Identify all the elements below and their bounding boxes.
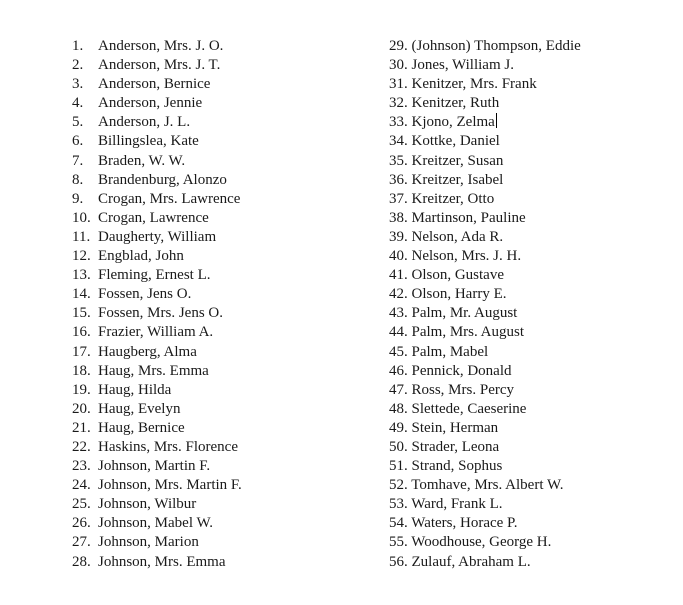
list-item[interactable] [389,132,581,151]
list-item-name: Kenitzer, Mrs. Frank [411,76,537,93]
list-item-name: Haug, Evelyn [98,400,181,417]
list-item-number: 20. [72,400,91,417]
list-item[interactable] [389,304,581,323]
list-item-number: 31. [389,76,408,93]
list-item-name: Olson, Gustave [411,267,504,284]
list-item-name: Palm, Mr. August [411,305,518,322]
list-item-number: 47. [389,381,408,398]
list-item-number: 25. [72,496,91,513]
list-item-number: 15. [72,305,91,322]
list-item-number: 46. [389,362,408,379]
list-item-name: Johnson, Mabel W. [98,515,214,532]
list-item-number: 45. [389,343,408,360]
list-item[interactable] [389,323,581,342]
list-item-number: 34. [389,133,408,150]
list-item-name: (Johnson) Thompson, Eddie [411,38,581,54]
list-item-name: Fleming, Ernest L. [98,267,211,284]
list-item[interactable] [389,285,581,304]
list-item[interactable] [72,171,242,190]
list-item-number: 50. [389,438,408,455]
list-item[interactable] [389,75,581,94]
name-list-right-column [389,37,581,572]
list-item-number: 51. [389,458,408,475]
list-item-name: Pennick, Donald [411,362,512,379]
list-item-number: 5. [72,114,84,131]
list-item-name: Haug, Bernice [98,419,185,436]
list-item-name: Kottke, Daniel [411,133,500,150]
list-item-number: 28. [72,553,91,570]
list-item-name: Anderson, Bernice [98,76,211,93]
list-item-name: Billingslea, Kate [98,133,199,150]
list-item-number: 3. [72,76,84,93]
list-item[interactable] [389,553,581,572]
list-item-name: Johnson, Mrs. Martin F. [98,477,242,494]
list-item-number: 54. [389,515,408,532]
list-item-name: Tomhave, Mrs. Albert W. [411,477,564,494]
list-item-name: Haugberg, Alma [98,343,197,360]
list-item[interactable] [389,533,581,552]
list-item-number: 1. [72,38,84,54]
list-item-name: Slettede, Caeserine [411,400,527,417]
list-item-name: Kreitzer, Susan [411,152,504,169]
list-item[interactable] [389,113,581,132]
list-item-name: Strader, Leona [411,438,500,455]
list-item-name: Palm, Mrs. August [411,324,525,341]
list-item-number: 22. [72,438,91,455]
list-item[interactable] [389,152,581,171]
list-item[interactable] [72,400,242,419]
list-item-name: Kreitzer, Otto [411,190,495,207]
list-item[interactable] [389,438,581,457]
list-item[interactable] [389,400,581,419]
list-item[interactable] [72,343,242,362]
list-item[interactable] [72,190,242,209]
list-item-name: Johnson, Marion [98,534,199,551]
list-item[interactable] [72,113,242,132]
list-item[interactable] [72,152,242,171]
list-item-number: 36. [389,171,408,188]
text-cursor [496,113,497,128]
list-item-number: 21. [72,419,91,436]
list-item-name: Zulauf, Abraham L. [411,553,531,570]
list-item[interactable] [389,56,581,75]
list-item-name: Fossen, Mrs. Jens O. [98,305,224,322]
list-item-number: 41. [389,267,408,284]
list-item-number: 16. [72,324,91,341]
list-item-name: Fossen, Jens O. [98,286,192,303]
list-item[interactable] [72,495,242,514]
list-item[interactable] [389,495,581,514]
list-item-name: Anderson, Mrs. J. O. [98,38,224,54]
list-item-name: Jones, William J. [411,57,514,74]
list-item-number: 30. [389,57,408,74]
list-item[interactable] [389,419,581,438]
list-item-number: 19. [72,381,91,398]
list-item-number: 14. [72,286,91,303]
list-item-number: 48. [389,400,408,417]
list-item-number: 24. [72,477,91,494]
list-item-number: 38. [389,209,408,226]
list-item[interactable] [72,247,242,266]
list-item-name: Johnson, Mrs. Emma [98,553,226,570]
list-item-name: Palm, Mabel [411,343,489,360]
list-item-name: Engblad, John [98,248,184,265]
list-item[interactable] [72,94,242,113]
list-item-name: Kreitzer, Isabel [411,171,504,188]
list-item-number: 35. [389,152,408,169]
list-item-name: Strand, Sophus [411,458,503,475]
list-item[interactable] [72,132,242,151]
list-item-number: 56. [389,553,408,570]
list-item[interactable] [72,514,242,533]
list-item[interactable] [389,381,581,400]
list-item-name: Johnson, Martin F. [98,458,211,475]
list-item-name: Kenitzer, Ruth [411,95,500,112]
list-item-name: Johnson, Wilbur [98,496,197,513]
list-item-number: 17. [72,343,91,360]
list-item-number: 49. [389,419,408,436]
list-item-number: 29. [389,38,408,54]
list-item[interactable] [72,304,242,323]
list-item[interactable] [389,266,581,285]
list-item[interactable] [389,94,581,113]
list-item[interactable] [72,228,242,247]
list-item-number: 11. [72,228,91,245]
list-item-number: 40. [389,248,408,265]
list-item-number: 53. [389,496,408,513]
name-list-left-column [72,37,242,572]
list-item-number: 42. [389,286,408,303]
list-item[interactable] [389,209,581,228]
list-item[interactable] [72,56,242,75]
list-item-number: 44. [389,324,408,341]
list-item-name: Anderson, Jennie [98,95,203,112]
list-item[interactable] [72,438,242,457]
list-item[interactable] [389,514,581,533]
list-item-number: 13. [72,267,91,284]
list-item-name: Crogan, Mrs. Lawrence [98,190,241,207]
list-item[interactable] [389,362,581,381]
list-item-name: Braden, W. W. [98,152,186,169]
list-item-name: Olson, Harry E. [411,286,507,303]
list-item[interactable] [389,171,581,190]
list-item[interactable] [72,37,242,56]
list-item-name: Ross, Mrs. Percy [411,381,515,398]
list-item-name: Crogan, Lawrence [98,209,209,226]
list-item-name: Martinson, Pauline [411,209,526,226]
list-item-number: 2. [72,57,84,74]
list-item-name: Nelson, Ada R. [411,228,504,245]
list-item-name: Woodhouse, George H. [411,534,552,551]
list-item-number: 52. [389,477,408,494]
list-item-name: Haug, Mrs. Emma [98,362,209,379]
list-item-number: 32. [389,95,408,112]
list-item-name: Ward, Frank L. [411,496,503,513]
list-item-number: 9. [72,190,84,207]
list-item-name: Stein, Herman [411,419,499,436]
list-item[interactable] [72,362,242,381]
list-item[interactable] [72,285,242,304]
list-item[interactable] [72,75,242,94]
list-item-number: 4. [72,95,84,112]
list-item[interactable] [72,209,242,228]
list-item[interactable] [72,533,242,552]
list-item[interactable] [72,381,242,400]
list-item-number: 39. [389,228,408,245]
list-item-number: 7. [72,152,84,169]
list-item[interactable] [389,247,581,266]
list-item[interactable] [72,553,242,572]
list-item-number: 12. [72,248,91,265]
list-item[interactable] [389,343,581,362]
list-item[interactable] [72,323,242,342]
list-item[interactable] [389,228,581,247]
list-item-name: Haskins, Mrs. Florence [98,438,238,455]
list-item-name: Waters, Horace P. [411,515,518,532]
list-item[interactable] [389,457,581,476]
list-item-name: Anderson, J. L. [98,114,191,131]
list-item-number: 18. [72,362,91,379]
list-item-number: 37. [389,190,408,207]
list-item-number: 27. [72,534,91,551]
list-item-number: 8. [72,171,84,188]
list-item-number: 26. [72,515,91,532]
list-item-number: 43. [389,305,408,322]
list-item-name: Kjono, Zelma [411,114,495,131]
list-item[interactable] [72,476,242,495]
list-item[interactable] [389,190,581,209]
list-item-number: 6. [72,133,84,150]
list-item[interactable] [389,476,581,495]
list-item-number: 10. [72,209,91,226]
list-item-name: Daugherty, William [98,228,217,245]
list-item-name: Frazier, William A. [98,324,214,341]
list-item[interactable] [72,419,242,438]
list-item-name: Brandenburg, Alonzo [98,171,227,188]
list-item-name: Haug, Hilda [98,381,172,398]
list-item[interactable] [72,266,242,285]
list-item-number: 55. [389,534,408,551]
list-item-number: 23. [72,458,91,475]
list-item-number: 33. [389,114,408,131]
list-item[interactable] [72,457,242,476]
list-item[interactable] [389,37,581,56]
list-item-name: Nelson, Mrs. J. H. [411,248,522,265]
list-item-name: Anderson, Mrs. J. T. [98,57,221,74]
